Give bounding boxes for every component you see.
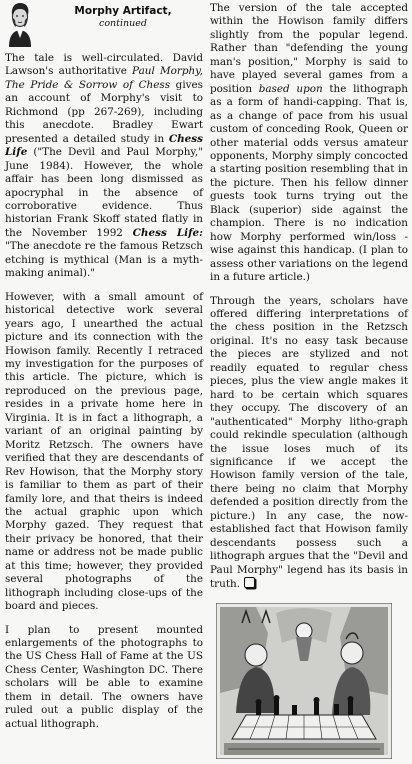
left-paragraph-2	[5, 291, 203, 614]
text-run: ("The Devil and Paul Morphy," June 1984). However, the whole affair has been long dismissed as apocryphal in the absence of corroborative evidence. Thus historian Frank Skoff stated flatly in the November 1992	[5, 146, 203, 239]
lithograph-thumbnail	[216, 603, 392, 759]
text-run: the lithograph as a form of handi-capping. That is, as a change of pace from his usual custom of conceding Rook, Queen or other material odds versus amateur opponents, Morphy simply concocted a starting position resembling that in the picture. Then his fellow dinner guests took turns trying out the Black (superior) side against the champion. There is no indication how Morphy performed win/loss - wise against this handicap. (I plan to assess other variations on the legend in a future article.)	[210, 82, 408, 284]
right-paragraph-2-text	[210, 295, 408, 591]
end-of-article-box-icon	[244, 577, 255, 588]
portrait-icon	[5, 0, 35, 47]
continued-header	[5, 0, 203, 52]
header-title: Morphy Artifact,	[74, 5, 172, 17]
text-run: gives an account of Morphy's visit to Richmond (pp 267-269), including this anecdote. Bradley Ewart presented a detailed study in	[5, 78, 203, 145]
header-title-block	[43, 5, 203, 30]
left-column	[5, 0, 203, 741]
text-run: "The anecdote re the famous Retzsch etching is mythical (Man is a myth-making animal)."	[5, 240, 203, 280]
emphasis-run: Chess Life	[5, 132, 203, 159]
emphasis-run: based upon	[258, 82, 323, 95]
left-paragraph-3	[5, 624, 203, 732]
text-run: However, with a small amount of historical detective work several years ago, I unearthed the actual picture and its connection with the Howison family. Recently I retraced my investigation for the purposes of this article. The picture, which is reproduced on the previous page, resides in a private home here in Virginia. It is in fact a lithograph, a variant of an original painting by Moritz Retzsch. The owners have verified that they are descendants of Rev Howison, that the Morphy story is familiar to them as part of their family lore, and that theirs is indeed the actual graphic upon which Morphy gazed. They request that their privacy be honored, that their name or address not be made public at this time; however, they provided several photographs of the lithograph including close-ups of the board and pieces.	[5, 290, 203, 613]
text-run: I plan to present mounted enlargements of the photographs to the US Chess Hall of Fame at the US Chess Center, Washington DC. There scholars will be able to examine them in detail. The owners have ruled out a public display of the actual lithograph.	[5, 623, 203, 730]
left-paragraph-1	[5, 52, 203, 281]
text-run: The tale is well-circulated. David Lawson's authoritative	[5, 52, 203, 78]
emphasis-run: Paul Morphy, The Pride & Sorrow of Chess	[5, 65, 203, 91]
emphasis-run: Chess Life:	[132, 226, 204, 239]
text-run: Through the years, scholars have offered differing interpretations of the chess position in the Retzsch original. It's no easy task because the pieces are stylized and not readily equated to regular chess pieces, plus the view angle makes it hard to be certain which squares they occupy. The discovery of an "authenticated" Morphy litho-graph could rekindle speculation (although the issue loses much of its significance if we accept the Howison family version of the tale, there being no claim that Morphy defended a position directly from the picture.) In any case, the now-established fact that Howison family descendants possess such a lithograph argues that the "Devil and Paul Morphy" legend has its basis in truth.	[210, 294, 408, 591]
right-paragraph-2	[210, 295, 408, 592]
text-run: The version of the tale accepted within the Howison family differs slightly from the popular legend. Rather than "defending the young man's position," Morphy is said to have played several games from a position	[210, 2, 408, 95]
right-column	[210, 0, 408, 601]
header-subtitle: continued	[99, 18, 147, 29]
right-paragraph-1	[210, 2, 408, 285]
